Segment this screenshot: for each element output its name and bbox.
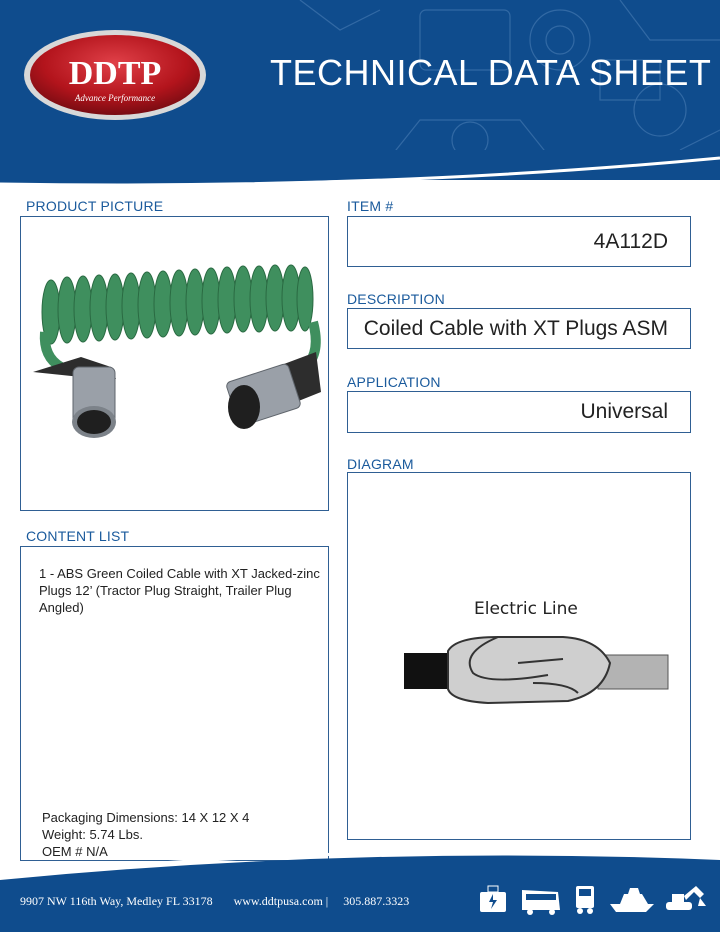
excavator-icon: [666, 886, 706, 910]
generator-icon: [480, 886, 506, 912]
content-list-box: [20, 546, 329, 861]
page-title: TECHNICAL DATA SHEET: [270, 52, 712, 93]
description-value: Coiled Cable with XT Plugs ASM: [363, 317, 668, 340]
application-value: Universal: [580, 400, 668, 423]
oem-number: OEM # N/A: [42, 844, 108, 859]
item-label: ITEM #: [347, 198, 394, 214]
item-value: 4A112D: [593, 230, 668, 253]
application-label: APPLICATION: [347, 374, 441, 390]
product-picture-label: PRODUCT PICTURE: [26, 198, 164, 214]
product-picture-box: [20, 216, 329, 511]
ddtp-logo: [22, 28, 208, 122]
boat-icon: [610, 888, 654, 912]
diagram-label: DIAGRAM: [347, 456, 414, 472]
logo-text: DDTP: [68, 55, 162, 92]
product-image: [21, 217, 328, 510]
bus-icon: [522, 890, 560, 915]
content-description: [39, 565, 320, 616]
description-label: DESCRIPTION: [347, 291, 445, 307]
footer-phone: 305.887.3323: [343, 894, 410, 908]
footer-website[interactable]: www.ddtpusa.com |: [233, 894, 329, 908]
diagram-box: [347, 472, 691, 840]
application-box: [347, 391, 691, 433]
logo-tagline: Advance Performance: [74, 93, 156, 103]
footer-contact: [20, 894, 409, 909]
footer-icons: [478, 882, 708, 916]
item-box: [347, 216, 691, 267]
header-curve: [0, 150, 720, 190]
diagram-caption: Electric Line: [474, 599, 578, 619]
content-list-label: CONTENT LIST: [26, 528, 130, 544]
footer: [0, 850, 720, 932]
truck-icon: [576, 886, 594, 914]
content-line: 1 - ABS Green Coiled Cable with XT Jacked-zinc: [39, 566, 320, 581]
content-line: Plugs 12’ (Tractor Plug Straight, Trailer Plug: [39, 583, 292, 598]
electric-line-diagram: [348, 623, 690, 723]
packaging-dimensions: Packaging Dimensions: 14 X 12 X 4: [42, 810, 250, 825]
description-box: [347, 308, 691, 349]
weight: Weight: 5.74 Lbs.: [42, 827, 143, 842]
footer-address: 9907 NW 116th Way, Medley FL 33178: [20, 894, 213, 908]
content-line: Angled): [39, 600, 84, 615]
